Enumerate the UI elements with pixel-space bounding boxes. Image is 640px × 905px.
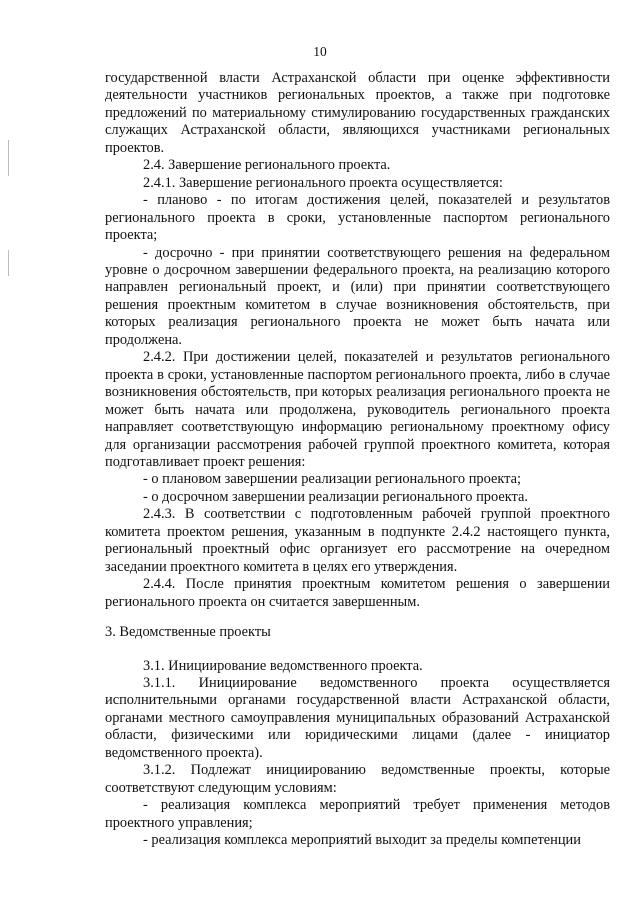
paragraph: 2.4.1. Завершение регионального проекта осуществляется:: [143, 174, 503, 191]
paragraph: государственной власти Астраханской области при оценке эффективности деятельности участников региональных проектов, а также при подготовке предложений по материальному стимулированию государственных гражданских служащих Астраханской области, являющихся участниками региональных проектов.: [105, 70, 610, 156]
chapter-heading: 3. Ведомственные проекты: [105, 624, 271, 641]
paragraph: 3.1.2. Подлежат инициированию ведомственные проекты, которые соответствуют следующим условиям:: [105, 762, 610, 796]
list-item: - досрочно - при принятии соответствующего решения на федеральном уровне о досрочном завершении федерального проекта, на реализацию которого направлен региональный проект, и (или) при принятии соответствующего решения проектным комитетом в случае возникновения обстоятельств, при которых реализация регионального проекта не может быть начата или продолжена.: [105, 244, 610, 348]
scan-edge-mark: [8, 250, 9, 276]
section-title: 3.1. Инициирование ведомственного проекта.: [143, 657, 423, 674]
scan-edge-mark: [8, 140, 9, 176]
list-item: - реализация комплекса мероприятий выходит за пределы компетенции: [143, 832, 581, 849]
paragraph: 2.4.3. В соответствии с подготовленным рабочей группой проектного комитета проектом решения, указанным в подпункте 2.4.2 настоящего пункта, региональный проектный офис организует его рассмотрение на очередном заседании проектного комитета в целях его утверждения.: [105, 506, 610, 575]
section-title: 2.4. Завершение регионального проекта.: [143, 157, 391, 174]
list-item: - о досрочном завершении реализации регионального проекта.: [143, 488, 528, 505]
paragraph: 3.1.1. Инициирование ведомственного проекта осуществляется исполнительными органами государственной власти Астраханской области, органами местного самоуправления муниципальных образований Астраханской области, физическими или юридическими лицами (далее - инициатор ведомственного проекта).: [105, 674, 610, 761]
paragraph: 2.4.2. При достижении целей, показателей и результатов регионального проекта в сроки, установленные паспортом регионального проекта, либо в случае возникновения обстоятельств, при которых реализация регионального проекта не может быть начата или продолжена, руководитель регионального проекта направляет соответствующую информацию региональному проектному офису для организации рассмотрения рабочей группой проектного комитета, которая подготавливает проект решения:: [105, 349, 610, 470]
page-number: 10: [313, 44, 327, 59]
list-item: - планово - по итогам достижения целей, показателей и результатов регионального проекта в сроки, установленные паспортом регионального проекта;: [105, 192, 610, 244]
paragraph: 2.4.4. После принятия проектным комитетом решения о завершении регионального проекта он считается завершенным.: [105, 576, 610, 610]
list-item: - реализация комплекса мероприятий требует применения методов проектного управления;: [105, 797, 610, 831]
document-body: [105, 70, 610, 849]
list-item: - о плановом завершении реализации регионального проекта;: [143, 471, 522, 488]
